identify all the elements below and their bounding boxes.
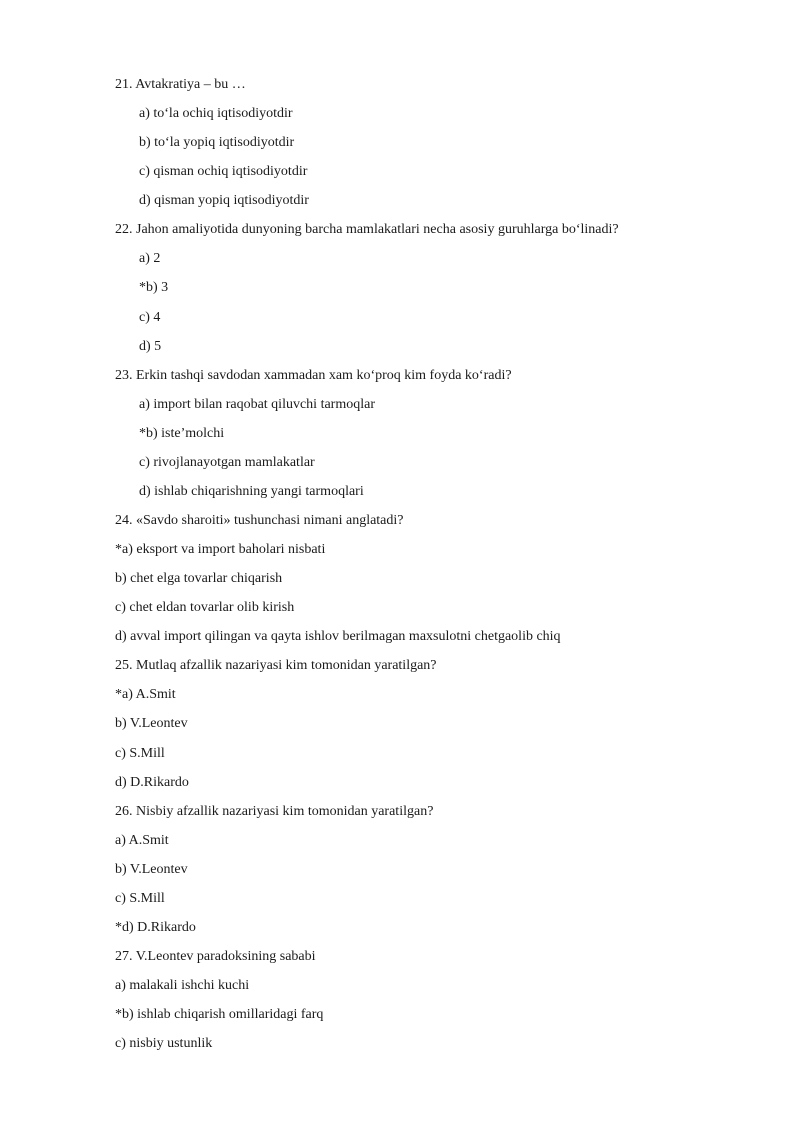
- option-25c: c) S.Mill: [115, 746, 165, 761]
- question-21: 21. Avtakratiya – bu …: [115, 77, 246, 92]
- option-21a: a) to‘la ochiq iqtisodiyotdir: [139, 106, 293, 121]
- option-21c: c) qisman ochiq iqtisodiyotdir: [139, 164, 308, 179]
- option-27a: a) malakali ishchi kuchi: [115, 978, 250, 993]
- question-25: 25. Mutlaq afzallik nazariyasi kim tomonidan yaratilgan?: [115, 658, 437, 673]
- option-23a: a) import bilan raqobat qiluvchi tarmoqlar: [139, 397, 375, 412]
- option-22b: *b) 3: [139, 280, 169, 295]
- option-25a: *a) A.Smit: [115, 687, 176, 702]
- option-23b: *b) iste’molchi: [139, 426, 225, 441]
- option-22c: c) 4: [139, 310, 161, 325]
- option-26b: b) V.Leontev: [115, 862, 188, 877]
- question-26: 26. Nisbiy afzallik nazariyasi kim tomonidan yaratilgan?: [115, 804, 434, 819]
- option-27b: *b) ishlab chiqarish omillaridagi farq: [115, 1007, 324, 1022]
- question-24: 24. «Savdo sharoiti» tushunchasi nimani anglatadi?: [115, 513, 404, 528]
- option-23c: c) rivojlanayotgan mamlakatlar: [139, 455, 315, 470]
- option-24a: *a) eksport va import baholari nisbati: [115, 542, 326, 557]
- option-21d: d) qisman yopiq iqtisodiyotdir: [139, 193, 309, 208]
- option-21b: b) to‘la yopiq iqtisodiyotdir: [139, 135, 295, 150]
- option-26d: *d) D.Rikardo: [115, 920, 196, 935]
- option-25d: d) D.Rikardo: [115, 775, 189, 790]
- option-26c: c) S.Mill: [115, 891, 165, 906]
- question-22: 22. Jahon amaliyotida dunyoning barcha mamlakatlari necha asosiy guruhlarga bo‘linadi?: [115, 222, 619, 237]
- question-23: 23. Erkin tashqi savdodan xammadan xam ko‘proq kim foyda ko‘radi?: [115, 368, 512, 383]
- option-24b: b) chet elga tovarlar chiqarish: [115, 571, 283, 586]
- option-25b: b) V.Leontev: [115, 716, 188, 731]
- option-22a: a) 2: [139, 251, 161, 266]
- option-24d: d) avval import qilingan va qayta ishlov berilmagan maxsulotni chetgaolib chiq: [115, 629, 561, 644]
- option-27c: c) nisbiy ustunlik: [115, 1036, 213, 1051]
- option-24c: c) chet eldan tovarlar olib kirish: [115, 600, 295, 615]
- option-22d: d) 5: [139, 339, 162, 354]
- option-26a: a) A.Smit: [115, 833, 169, 848]
- question-27: 27. V.Leontev paradoksining sababi: [115, 949, 316, 964]
- option-23d: d) ishlab chiqarishning yangi tarmoqlari: [139, 484, 364, 499]
